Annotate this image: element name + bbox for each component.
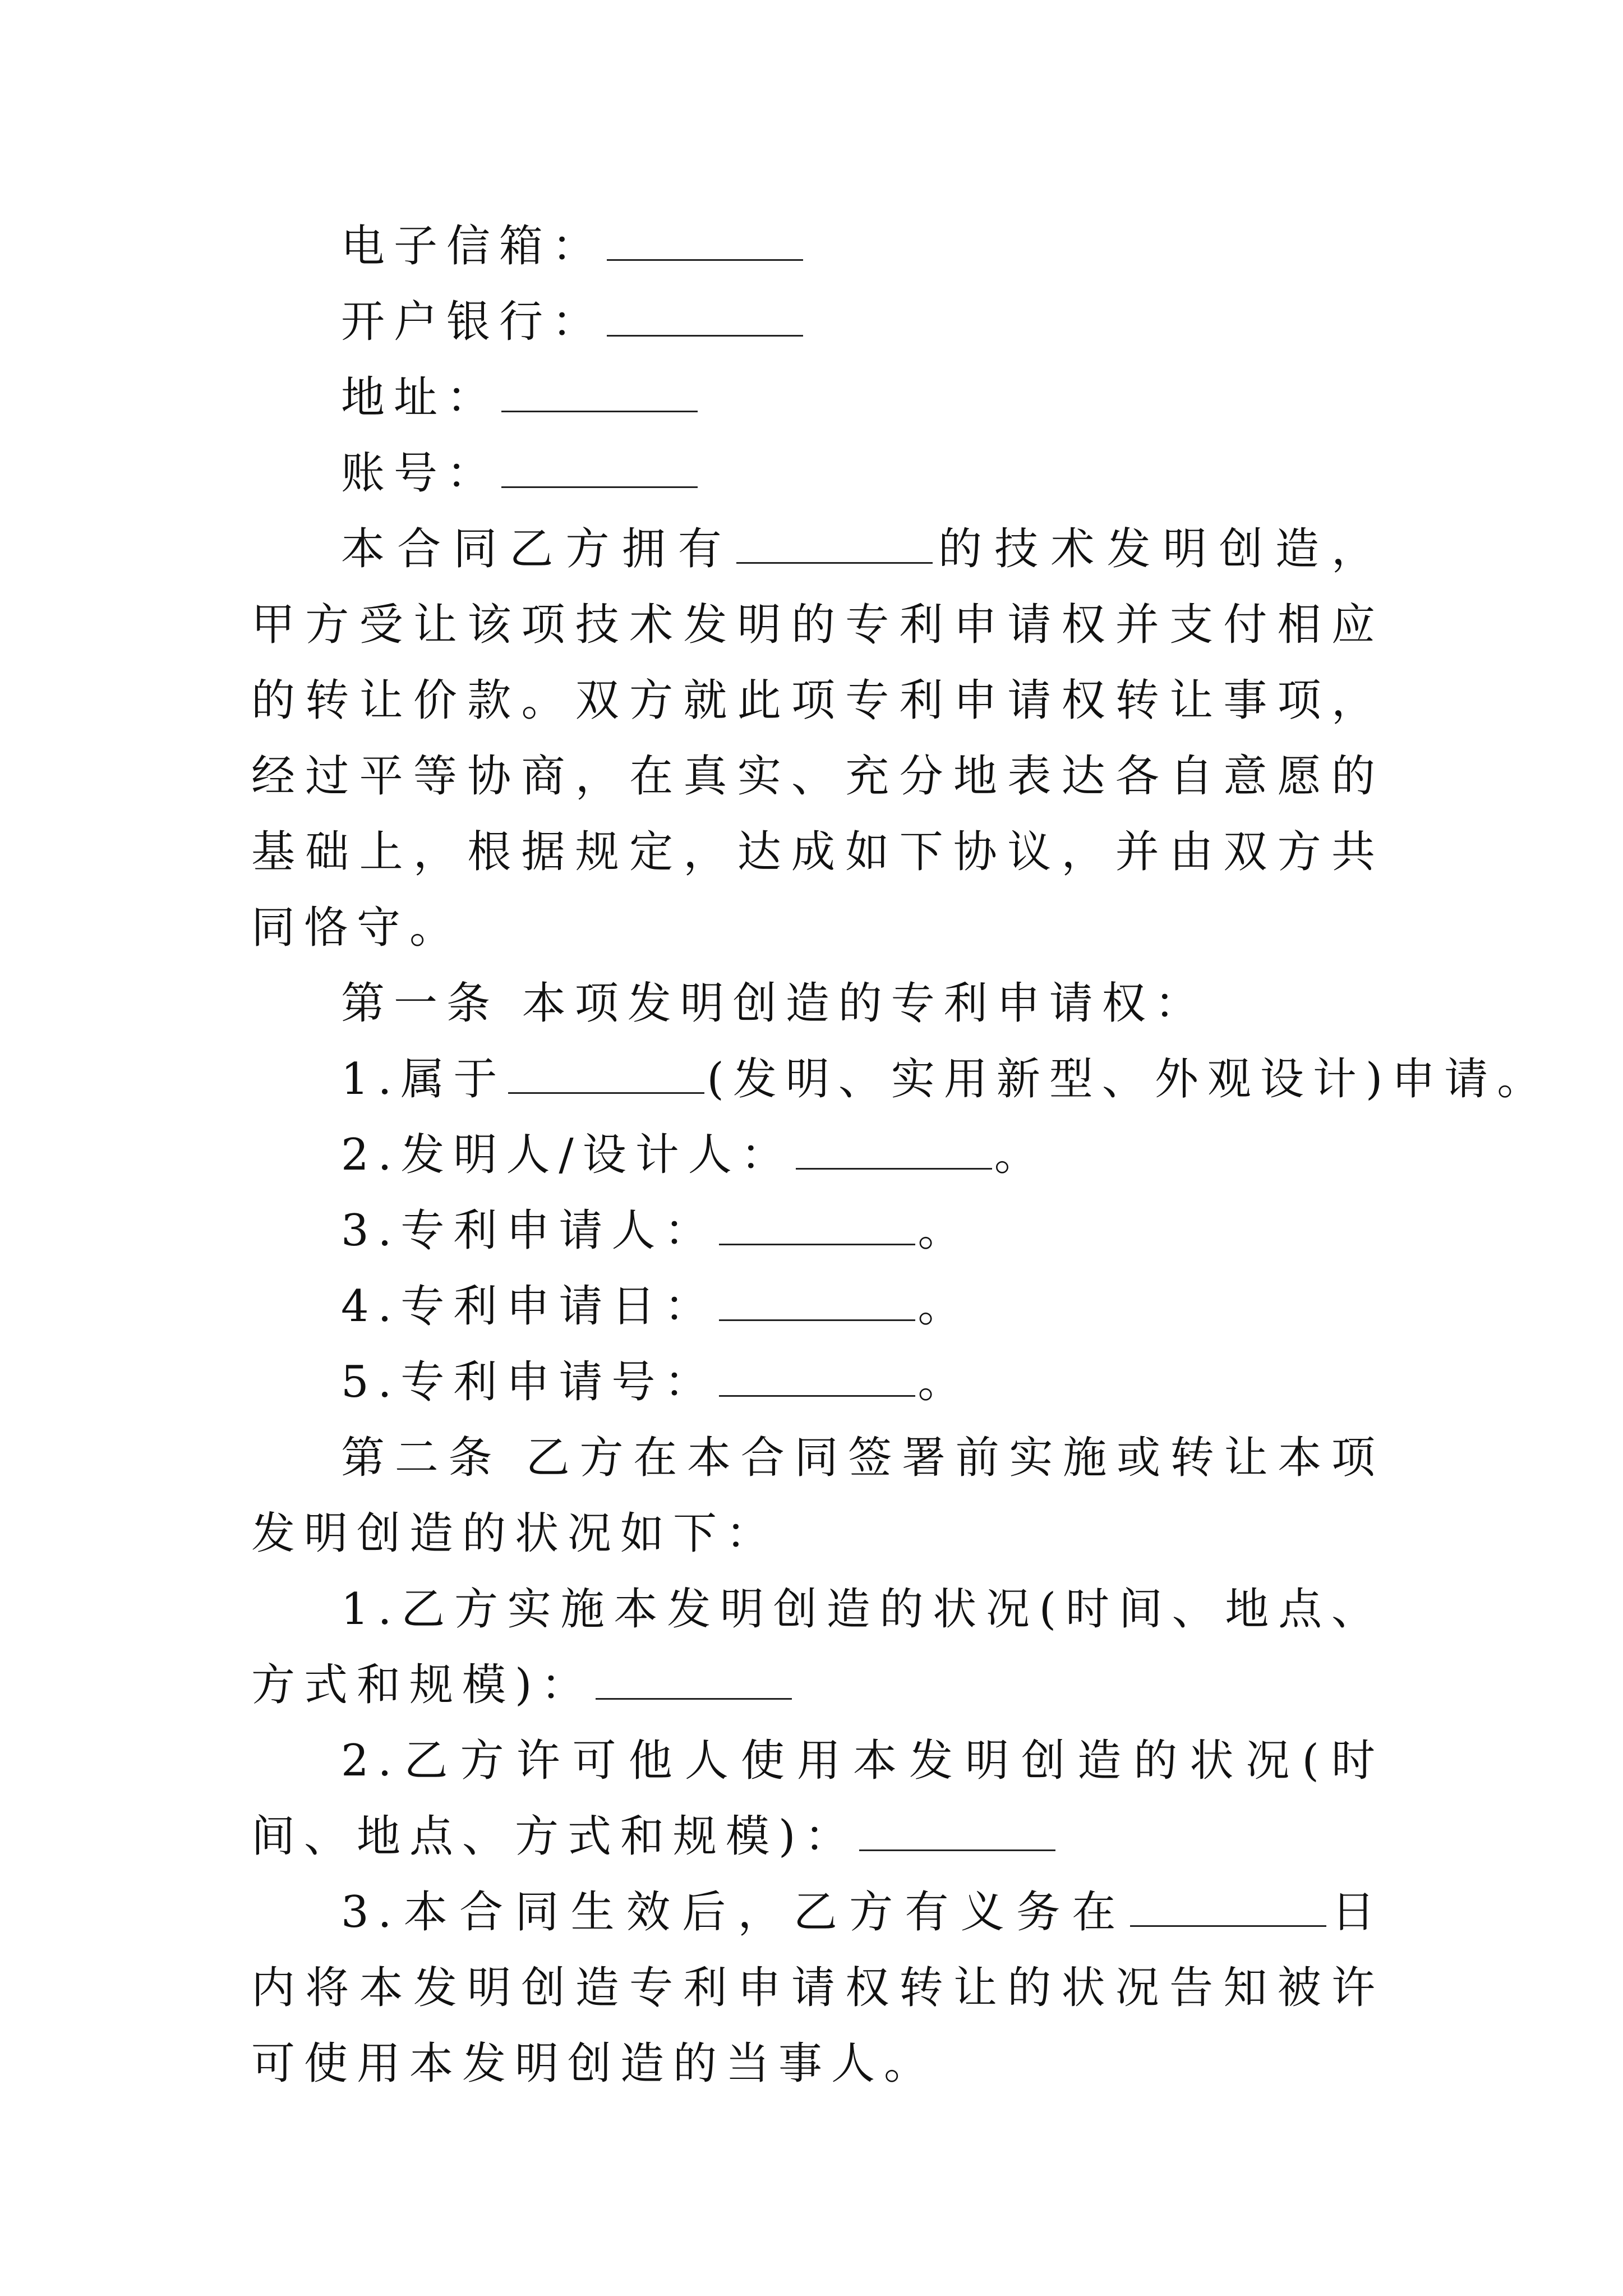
applicant-blank — [719, 1210, 915, 1245]
article2-item3 — [251, 1875, 1384, 2102]
article1-item2 — [251, 1117, 1384, 1193]
account-line — [251, 436, 1384, 512]
bank-blank — [607, 301, 803, 337]
article2-heading: 第二条 乙方在本合同签署前实施或转让本项发明创造的状况如下： — [251, 1433, 1384, 1559]
document-body — [251, 209, 1550, 2102]
email-line — [251, 209, 1384, 284]
item5-label: 5.专利申请号： — [341, 1357, 717, 1407]
article2-item2 — [251, 1723, 1384, 1875]
item5-end: 。 — [917, 1357, 971, 1407]
address-line — [251, 360, 1384, 436]
intro-text-1: 本合同乙方拥有 — [341, 524, 734, 574]
item1-text-before: 1.属于 — [341, 1054, 506, 1105]
patent-type-blank — [508, 1059, 704, 1094]
application-date-blank — [719, 1286, 915, 1321]
days-blank — [1130, 1892, 1326, 1927]
article1-item1 — [251, 1042, 1550, 1117]
article2-item3-after: 日内将本发明创造专利申请权转让的状况告知被许可使用本发明创造的当事人。 — [251, 1887, 1384, 2089]
invention-blank — [736, 528, 933, 564]
email-label: 电子信箱： — [341, 221, 605, 272]
inventor-blank — [796, 1134, 992, 1170]
article1-item5 — [251, 1345, 1384, 1420]
account-label: 账号： — [341, 448, 500, 499]
item1-text-after: (发明、实用新型、外观设计)申请。 — [707, 1054, 1550, 1105]
item3-label: 3.专利申请人： — [341, 1205, 717, 1256]
article2-item3-before: 3.本合同生效后，乙方有义务在 — [341, 1887, 1128, 1938]
article2-item1-text: 1.乙方实施本发明创造的状况(时间、地点、方式和规模)： — [251, 1584, 1384, 1710]
intro-text-2: 的技术发明创造，甲方受让该项技术发明的专利申请权并支付相应的转让价款。双方就此项专利申请权转让事项，经过平等协商，在真实、充分地表达各自意愿的基础上，根据规定，达成如下协议，并由双方共同恪守。 — [251, 524, 1384, 953]
license-blank — [859, 1816, 1055, 1851]
article2-item2-text: 2.乙方许可他人使用本发明创造的状况(时间、地点、方式和规模)： — [251, 1736, 1384, 1862]
address-label: 地址： — [341, 372, 500, 423]
article1-item4 — [251, 1269, 1384, 1345]
item2-label: 2.发明人/设计人： — [341, 1130, 794, 1180]
item4-label: 4.专利申请日： — [341, 1281, 717, 1332]
application-number-blank — [719, 1361, 915, 1397]
address-blank — [501, 377, 698, 412]
item2-end: 。 — [994, 1130, 1047, 1180]
email-blank — [607, 226, 803, 261]
implementation-blank — [596, 1664, 792, 1700]
account-blank — [501, 453, 698, 488]
article1-item3 — [251, 1193, 1384, 1269]
bank-line — [251, 284, 1384, 360]
article1-heading: 第一条 本项发明创造的专利申请权： — [341, 978, 1207, 1029]
item4-end: 。 — [917, 1281, 971, 1332]
item3-end: 。 — [917, 1205, 971, 1256]
intro-paragraph — [251, 512, 1384, 966]
bank-label: 开户银行： — [341, 297, 605, 347]
article2-item1 — [251, 1572, 1384, 1723]
